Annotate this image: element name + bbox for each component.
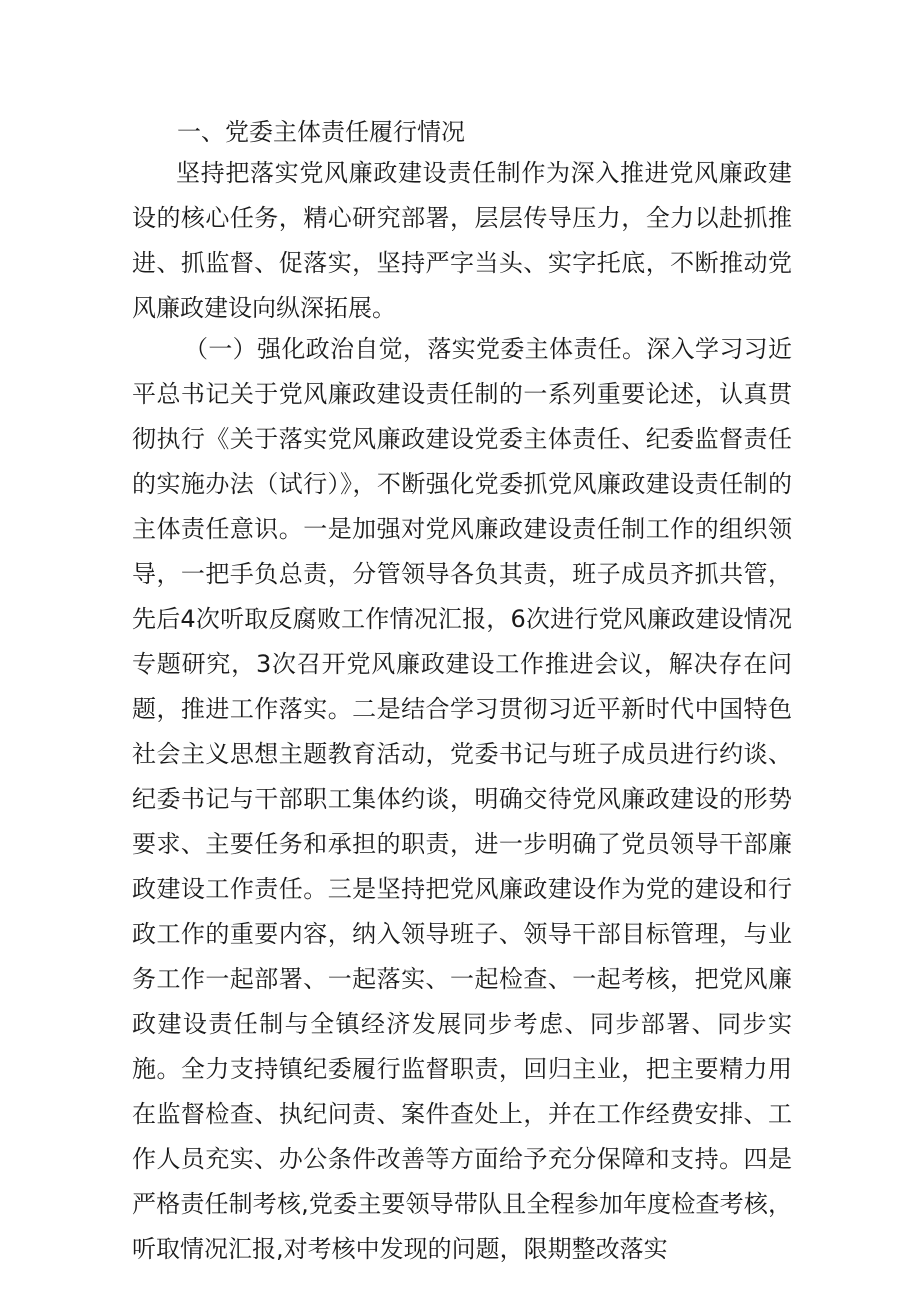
- section-heading: 一、党委主体责任履行情况: [177, 118, 465, 146]
- paragraph-subsection-one: （一）强化政治自觉，落实党委主体责任。深入学习习近平总书记关于党风廉政建设责任制的一系列重要论述，认真贯彻执行《关于落实党风廉政建设党委主体责任、纪委监督责任的实施办法（试行）》，不断强化党委抓党风廉政建设责任制的主体责任意识。一是加强对党风廉政建设责任制工作的组织领导，一把手负总责，分管领导各负其责，班子成员齐抓共管，先后4次听取反腐败工作情况汇报，6次进行党风廉政建设情况专题研究，3次召开党风廉政建设工作推进会议，解决存在问题，推进工作落实。二是结合学习贯彻习近平新时代中国特色社会主义思想主题教育活动，党委书记与班子成员进行约谈、纪委书记与干部职工集体约谈，明确交待党风廉政建设的形势要求、主要任务和承担的职责，进一步明确了党员领导干部廉政建设工作责任。三是坚持把党风廉政建设作为党的建设和行政工作的重要内容，纳入领导班子、领导干部目标管理，与业务工作一起部署、一起落实、一起检查、一起考核，把党风廉政建设责任制与全镇经济发展同步考虑、同步部署、同步实施。全力支持镇纪委履行监督职责，回归主业，把主要精力用在监督检查、执纪问责、案件查处上，并在工作经费安排、工作人员充实、办公条件改善等方面给予充分保障和支持。四是严格责任制考核,党委主要领导带队且全程参加年度检查考核，听取情况汇报,对考核中发现的问题，限期整改落实: [132, 335, 792, 1263]
- paragraph-intro: 坚持把落实党风廉政建设责任制作为深入推进党风廉政建设的核心任务，精心研究部署，层层传导压力，全力以赴抓推进、抓监督、促落实，坚持严字当头、实字托底，不断推动党风廉政建设向纵深拓展。: [132, 159, 792, 322]
